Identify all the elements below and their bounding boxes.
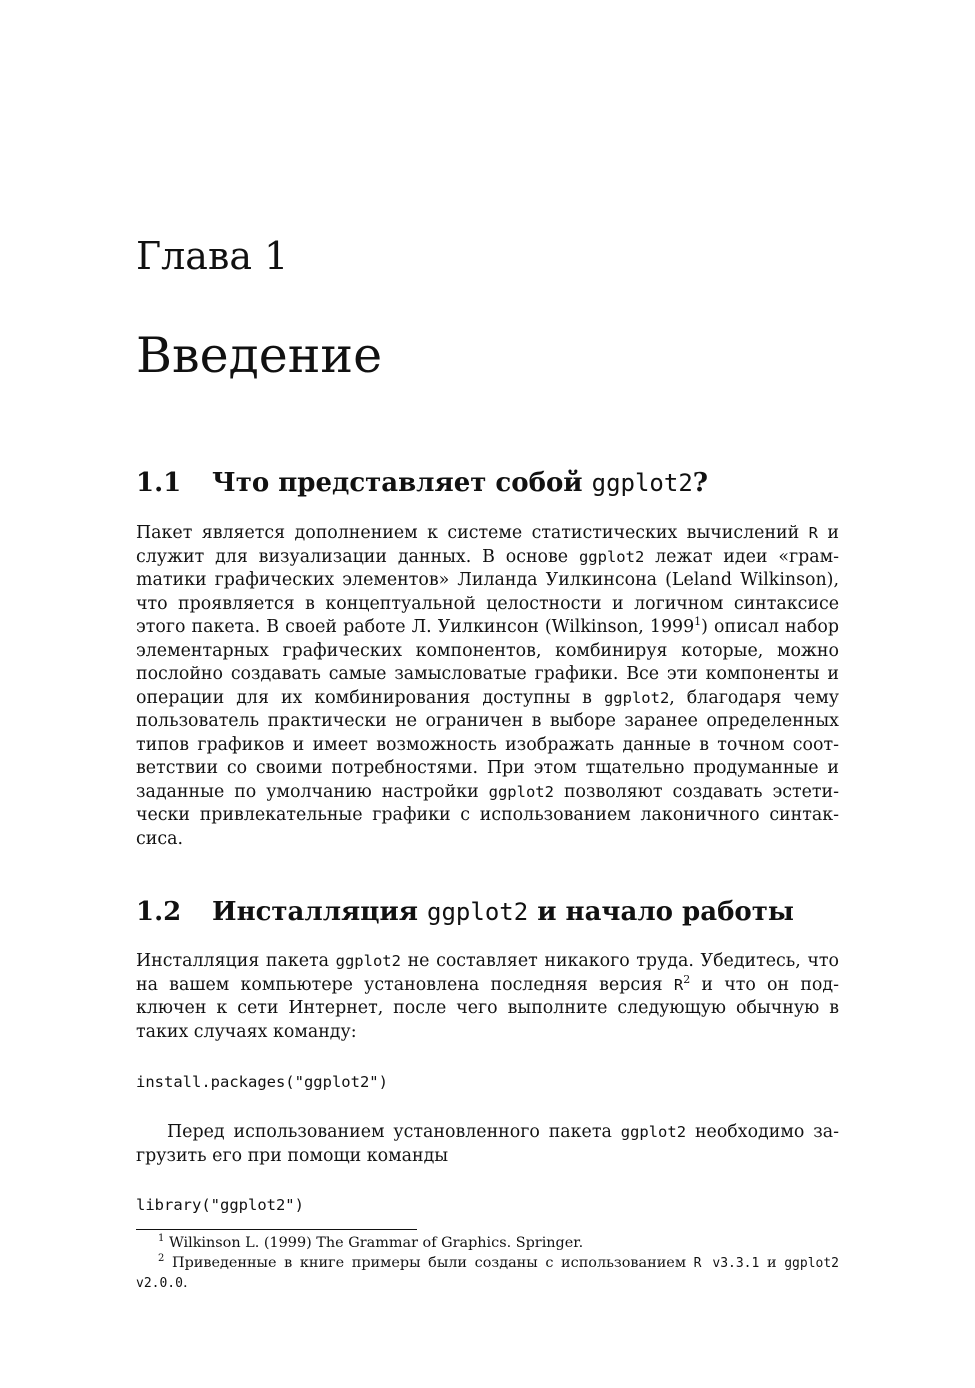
inline-code: R v3.3.1 [693,1256,760,1271]
paragraph-text: необходимо загрузить его при помощи команды [136,1122,839,1166]
section-number: 1.1 [136,468,182,498]
paragraph-text: , благодаря чему пользователь практически не ограничен в выборе заранее определенных типов графиков и имеет возможность изображать данные в точном соответствии со своими потребностями. При этом тщательно продуманные и заданные по умолчанию настройки [136,687,840,802]
inline-code: ggplot2 v2.0.0 [136,1256,840,1291]
paragraph-text: и служит для визуализации данных. В основе [136,523,839,567]
paragraph-text: не составляет никакого труда. Убедитесь, что на вашем компьютере установлена последняя версия [136,951,839,995]
footnote-text: Wilkinson L. (1999) The Grammar of Graphics. Springer. [168,1235,584,1251]
section-title-end: ? [692,468,709,498]
section-title-text: Инсталляция [212,897,428,927]
paragraph-text: и что он подключен к сети Интернет, после чего выполните следующую обычную в таких случаях команду: [136,974,839,1042]
section-title-text: Что представляет собой [212,468,592,498]
paragraph-text: Инсталляция пакета [136,951,336,971]
footnote-text: . [182,1274,188,1291]
footnote-ref-1[interactable]: 1 [694,615,702,629]
section-title-code: ggplot2 [427,898,529,926]
section-1-2-paragraph-2 [136,1121,839,1168]
paragraph-text: ) описал набор элементарных графических компонентов, комбинируя которые, можно послойно создавать самые замысловатые графики. Все эти компоненты и операции для их комбинирования доступны в [136,617,840,708]
footnote-mark: 1 [158,1233,165,1245]
section-title-end: и начало работы [528,897,794,927]
section-1-2-paragraph-1 [136,950,839,1044]
paragraph-text: позволяют создавать эстетически привлекательные графики с использованием лаконичного синтаксиса. [136,781,839,849]
inline-code: R [808,524,818,542]
inline-code: ggplot2 [603,688,670,707]
inline-code: ggplot2 [578,547,645,566]
section-heading-1-2 [136,895,839,929]
footnote-text: и [759,1255,785,1271]
paragraph-text: Пакет является дополнением к системе статистических вычислений [136,523,809,543]
section-title-code: ggplot2 [591,469,693,497]
footnote-mark: 2 [158,1253,165,1265]
paragraph-text: лежат идеи «грамmатики графических элементов» Лиланда Уилкинсона (Leland Wilkinson), что проявляется в концептуальной целостности и логичном синтаксисе этого пакета. В своей работе Л. Уилкинсон (Wilkinson, 1999 [136,546,840,637]
code-block-install: install.packages("ggplot2") [136,1073,388,1091]
section-1-1-paragraph [136,522,839,851]
footnote-2 [136,1254,839,1293]
footnote-1 [136,1234,839,1254]
section-heading-1-1 [136,466,839,500]
chapter-label: Глава 1 [136,234,289,278]
code-block-library: library("ggplot2") [136,1196,304,1214]
section-number: 1.2 [136,897,182,927]
chapter-title: Введение [136,327,383,384]
paragraph-text: Перед использованием установленного пакета [167,1122,621,1142]
footnote-ref-2[interactable]: 2 [683,972,691,986]
inline-code: ggplot2 [488,782,554,801]
inline-code: ggplot2 [335,952,401,970]
footnote-text: Приведенные в книге примеры были созданы с использованием [172,1255,694,1271]
footnote-divider [136,1229,417,1230]
inline-code: R [673,975,684,994]
inline-code: ggplot2 [620,1123,687,1141]
